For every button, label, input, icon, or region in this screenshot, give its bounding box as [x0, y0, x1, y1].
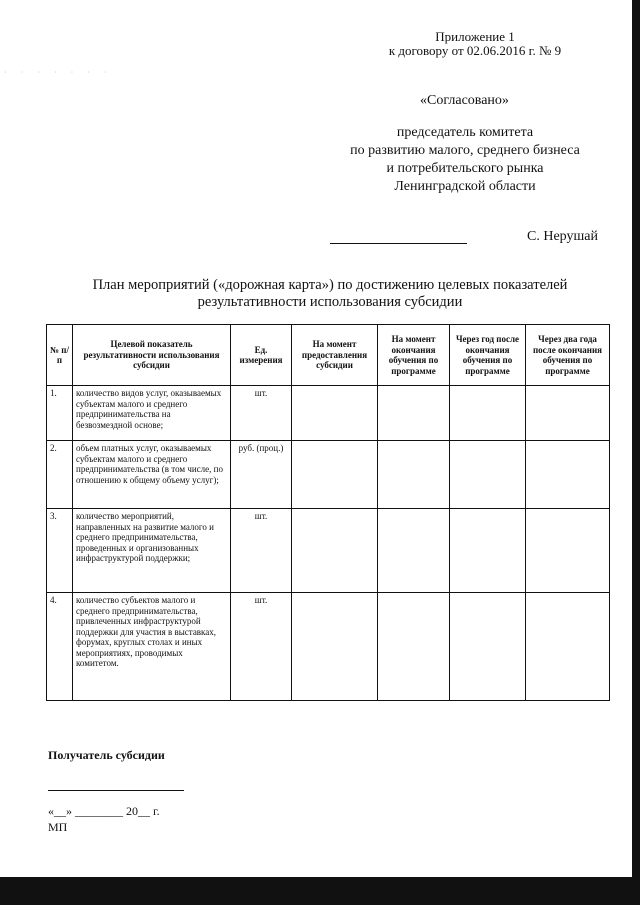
- row-value-cell: [450, 509, 526, 593]
- approval-stamp-text: «Согласовано»: [420, 93, 509, 108]
- scan-border-right: [632, 0, 640, 905]
- row-number: 3.: [47, 509, 73, 593]
- row-value-cell: [378, 509, 450, 593]
- header-unit: Ед. измерения: [231, 325, 292, 386]
- approver-position: [330, 124, 600, 196]
- approver-position-line: и потребительского рынка: [386, 161, 544, 176]
- header-indicator: Целевой показатель результативности использования субсидии: [73, 325, 231, 386]
- document-title-line: результативности использования субсидии: [197, 294, 463, 310]
- document-title-line: План мероприятий («дорожная карта») по достижению целевых показателей: [92, 277, 568, 293]
- row-value-cell: [292, 509, 378, 593]
- recipient-signature-line: [48, 790, 184, 791]
- row-value-cell: [378, 386, 450, 441]
- row-value-cell: [450, 441, 526, 509]
- row-value-cell: [526, 593, 610, 701]
- approver-position-line: председатель комитета: [396, 125, 534, 140]
- date-field: «__» ________ 20__ г.: [48, 804, 160, 818]
- document-title: [40, 277, 620, 311]
- row-indicator: количество мероприятий, направленных на развитие малого и среднего предпринимательства, проведенных и организованных инфраструктурой поддержки;: [73, 509, 231, 593]
- attachment-note: [380, 30, 570, 58]
- header-at-grant: На момент предоставления субсидии: [292, 325, 378, 386]
- signature-line: [330, 243, 467, 244]
- row-number: 4.: [47, 593, 73, 701]
- header-number: № п/п: [47, 325, 73, 386]
- recipient-label: Получатель субсидии: [48, 748, 165, 762]
- table-row: [47, 509, 610, 593]
- row-value-cell: [526, 441, 610, 509]
- row-number: 1.: [47, 386, 73, 441]
- row-indicator: количество субъектов малого и среднего предпринимательства, привлеченных инфраструктурой поддержки для участия в выставках, форумах, круглых столах и иных мероприятиях, проводимых комитетом.: [73, 593, 231, 701]
- row-value-cell: [292, 593, 378, 701]
- approver-position-line: по развитию малого, среднего бизнеса: [350, 143, 580, 158]
- row-unit: шт.: [231, 509, 292, 593]
- row-indicator: количество видов услуг, оказываемых субъектам малого и среднего предпринимательства на безвозмездной основе;: [73, 386, 231, 441]
- header-at-training-end: На момент окончания обучения по программе: [378, 325, 450, 386]
- approver-position-line: Ленинградской области: [394, 179, 536, 194]
- table-row: [47, 593, 610, 701]
- row-unit: руб. (проц.): [231, 441, 292, 509]
- row-value-cell: [450, 593, 526, 701]
- signer-name: С. Нерушай: [527, 229, 598, 244]
- scan-artifact: · · · · · · ·: [4, 68, 113, 77]
- row-value-cell: [526, 509, 610, 593]
- header-one-year-after: Через год после окончания обучения по программе: [450, 325, 526, 386]
- row-value-cell: [378, 441, 450, 509]
- attachment-title: Приложение 1: [435, 29, 515, 44]
- row-value-cell: [292, 386, 378, 441]
- table-header-row: [47, 325, 610, 386]
- roadmap-table: [46, 324, 610, 701]
- row-unit: шт.: [231, 593, 292, 701]
- scan-border-bottom: [0, 877, 640, 905]
- row-unit: шт.: [231, 386, 292, 441]
- row-value-cell: [526, 386, 610, 441]
- row-value-cell: [292, 441, 378, 509]
- attachment-contract-ref: к договору от 02.06.2016 г. № 9: [388, 43, 562, 58]
- row-value-cell: [378, 593, 450, 701]
- row-value-cell: [450, 386, 526, 441]
- table-row: [47, 386, 610, 441]
- row-number: 2.: [47, 441, 73, 509]
- header-two-years-after: Через два года после окончания обучения по программе: [526, 325, 610, 386]
- table-row: [47, 441, 610, 509]
- stamp-placeholder: МП: [48, 820, 68, 834]
- row-indicator: объем платных услуг, оказываемых субъектам малого и среднего предпринимательства (в том числе, по отношению к общему объему услуг);: [73, 441, 231, 509]
